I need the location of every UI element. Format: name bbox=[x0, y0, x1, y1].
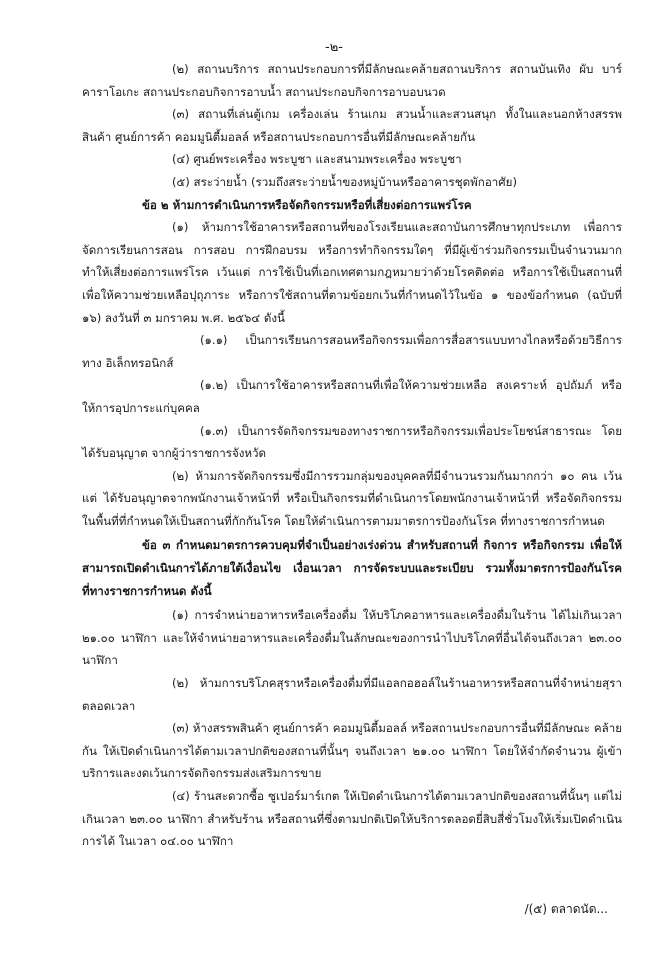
continuation-note: /(๕) ตลาดนัด... bbox=[524, 902, 608, 916]
paragraph-food-sales: (๑) การจำหน่ายอาหารหรือเครื่องดื่ม ให้บริโภคอาหารและเครื่องดื่มในร้าน ได้ไม่เกินเวลา ๒๑.๐๐ นาฬิกา และให้จำหน่ายอาหารและเครื่องดื่มในลักษณะของการนำไปบริโภคที่อื่นได้จนถึงเวลา ๒๓.๐๐ นาฬิกา bbox=[82, 608, 622, 668]
paragraph-shopping-malls: (๓) ห้างสรรพสินค้า ศูนย์การค้า คอมมูนิตี้มอลล์ หรือสถานประกอบการอื่นที่มีลักษณะ คล้ายกัน ให้เปิดดำเนินการได้ตามเวลาปกติของสถานที่นั้นๆ จนถึงเวลา ๒๑.๐๐ นาฬิกา โดยให้จำกัดจำนวน ผู้เข้าบริการและงดเว้นการจัดกิจกรรมส่งเสริมการขาย bbox=[82, 721, 622, 781]
paragraph-amulet-centers: (๔) ศูนย์พระเครื่อง พระบูชา และสนามพระเครื่อง พระบูชา bbox=[172, 152, 462, 167]
paragraph-game-venues: (๓) สถานที่เล่นตู้เกม เครื่องเล่น ร้านเกม สวนน้ำและสวนสนุก ทั้งในและนอกห้างสรรพสินค้า ศูนย์การค้า คอมมูนิตี้มอลล์ หรือสถานประกอบการอื่นที่มีลักษณะคล้ายกัน bbox=[82, 107, 622, 144]
paragraph-school-use-ban: (๑) ห้ามการใช้อาคารหรือสถานที่ของโรงเรียนและสถาบันการศึกษาทุกประเภท เพื่อการจัดการเรียนการสอน การสอบ การฝึกอบรม หรือการทำกิจกรรมใดๆ ที่มีผู้เข้าร่วมกิจกรรมเป็นจำนวนมาก ทำให้เสี่ยงต่อการแพร่โรค เว้นแต่ การใช้เป็นที่เอกเทศตามกฎหมายว่าด้วยโรคติดต่อ หรือการใช้เป็นสถานที่เพื่อให้ความช่วยเหลือปุถุภาระ หรือการใช้สถานที่ตามข้อยกเว้นที่กำหนดไว้ในข้อ ๑ ของข้อกำหนด (ฉบับที่ ๑๖) ลงวันที่ ๓ มกราคม พ.ศ. ๒๕๖๔ ดังนี้ bbox=[82, 220, 622, 325]
document-body bbox=[82, 58, 622, 853]
paragraph-swimming-pools: (๕) สระว่ายน้ำ (รวมถึงสระว่ายน้ำของหมู่บ้านหรืออาคารชุดพักอาศัย) bbox=[172, 174, 517, 189]
paragraph-distance-learning: (๑.๑) เป็นการเรียนการสอนหรือกิจกรรมเพื่อการสื่อสารแบบทางไกลหรือด้วยวิธีการทาง อิเล็กทรอนิกส์ bbox=[82, 333, 622, 370]
paragraph-convenience-stores: (๔) ร้านสะดวกซื้อ ซูเปอร์มาร์เกต ให้เปิดดำเนินการได้ตามเวลาปกติของสถานที่นั้นๆ แต่ไม่ เกินเวลา ๒๓.๐๐ นาฬิกา สำหรับร้าน หรือสถานที่ซึ่งตามปกติเปิดให้บริการตลอดยี่สิบสี่ชั่วโมงให้เริ่มเปิดดำเนินการได้ ในเวลา ๐๔.๐๐ นาฬิกา bbox=[82, 789, 622, 849]
paragraph-alcohol-ban: (๒) ห้ามการบริโภคสุราหรือเครื่องดื่มที่มีแอลกอฮอล์ในร้านอาหารหรือสถานที่จำหน่ายสุรา ตลอดเวลา bbox=[82, 676, 622, 713]
page-number: -๒- bbox=[325, 40, 343, 55]
paragraph-government-activities: (๑.๓) เป็นการจัดกิจกรรมของทางราชการหรือกิจกรรมเพื่อประโยชน์สาธารณะ โดยได้รับอนุญาต จากผู้ว่าราชการจังหวัด bbox=[82, 423, 622, 461]
paragraph-entertainment-venues: (๒) สถานบริการ สถานประกอบการที่มีลักษณะคล้ายสถานบริการ สถานบันเทิง ผับ บาร์ คาราโอเกะ สถานประกอบกิจการอาบน้ำ สถานประกอบกิจการอาบอบนวด bbox=[82, 62, 622, 99]
paragraph-welfare-use: (๑.๒) เป็นการใช้อาคารหรือสถานที่เพื่อให้ความช่วยเหลือ สงเคราะห์ อุปถัมภ์ หรือ ให้การอุปการะแก่บุคคล bbox=[82, 378, 622, 415]
section-heading-article-3: ข้อ ๓ กำหนดมาตรการควบคุมที่จำเป็นอย่างเร่งด่วน สำหรับสถานที่ กิจการ หรือกิจกรรม เพื่อให้สามารถเปิดดำเนินการได้ภายใต้เงื่อนไข เงื่อนเวลา การจัดระบบและระเบียบ รวมทั้งมาตรการป้องกันโรคที่ทางราชการกำหนด ดังนี้ bbox=[82, 538, 622, 598]
section-heading-article-2: ข้อ ๒ ห้ามการดำเนินการหรือจัดกิจกรรมหรือที่เสี่ยงต่อการแพร่โรค bbox=[142, 197, 472, 212]
paragraph-gathering-ban: (๒) ห้ามการจัดกิจกรรมซึ่งมีการรวมกลุ่มของบุคคลที่มีจำนวนรวมกันมากกว่า ๑๐ คน เว้นแต่ ได้รับอนุญาตจากพนักงานเจ้าหน้าที่ หรือเป็นกิจกรรมที่ดำเนินการโดยพนักงานเจ้าหน้าที่ หรือจัดกิจกรรมในพื้นที่ที่กำหนดให้เป็นสถานที่กักกันโรค โดยให้ดำเนินการตามมาตรการป้องกันโรค ที่ทางราชการกำหนด bbox=[82, 468, 622, 528]
